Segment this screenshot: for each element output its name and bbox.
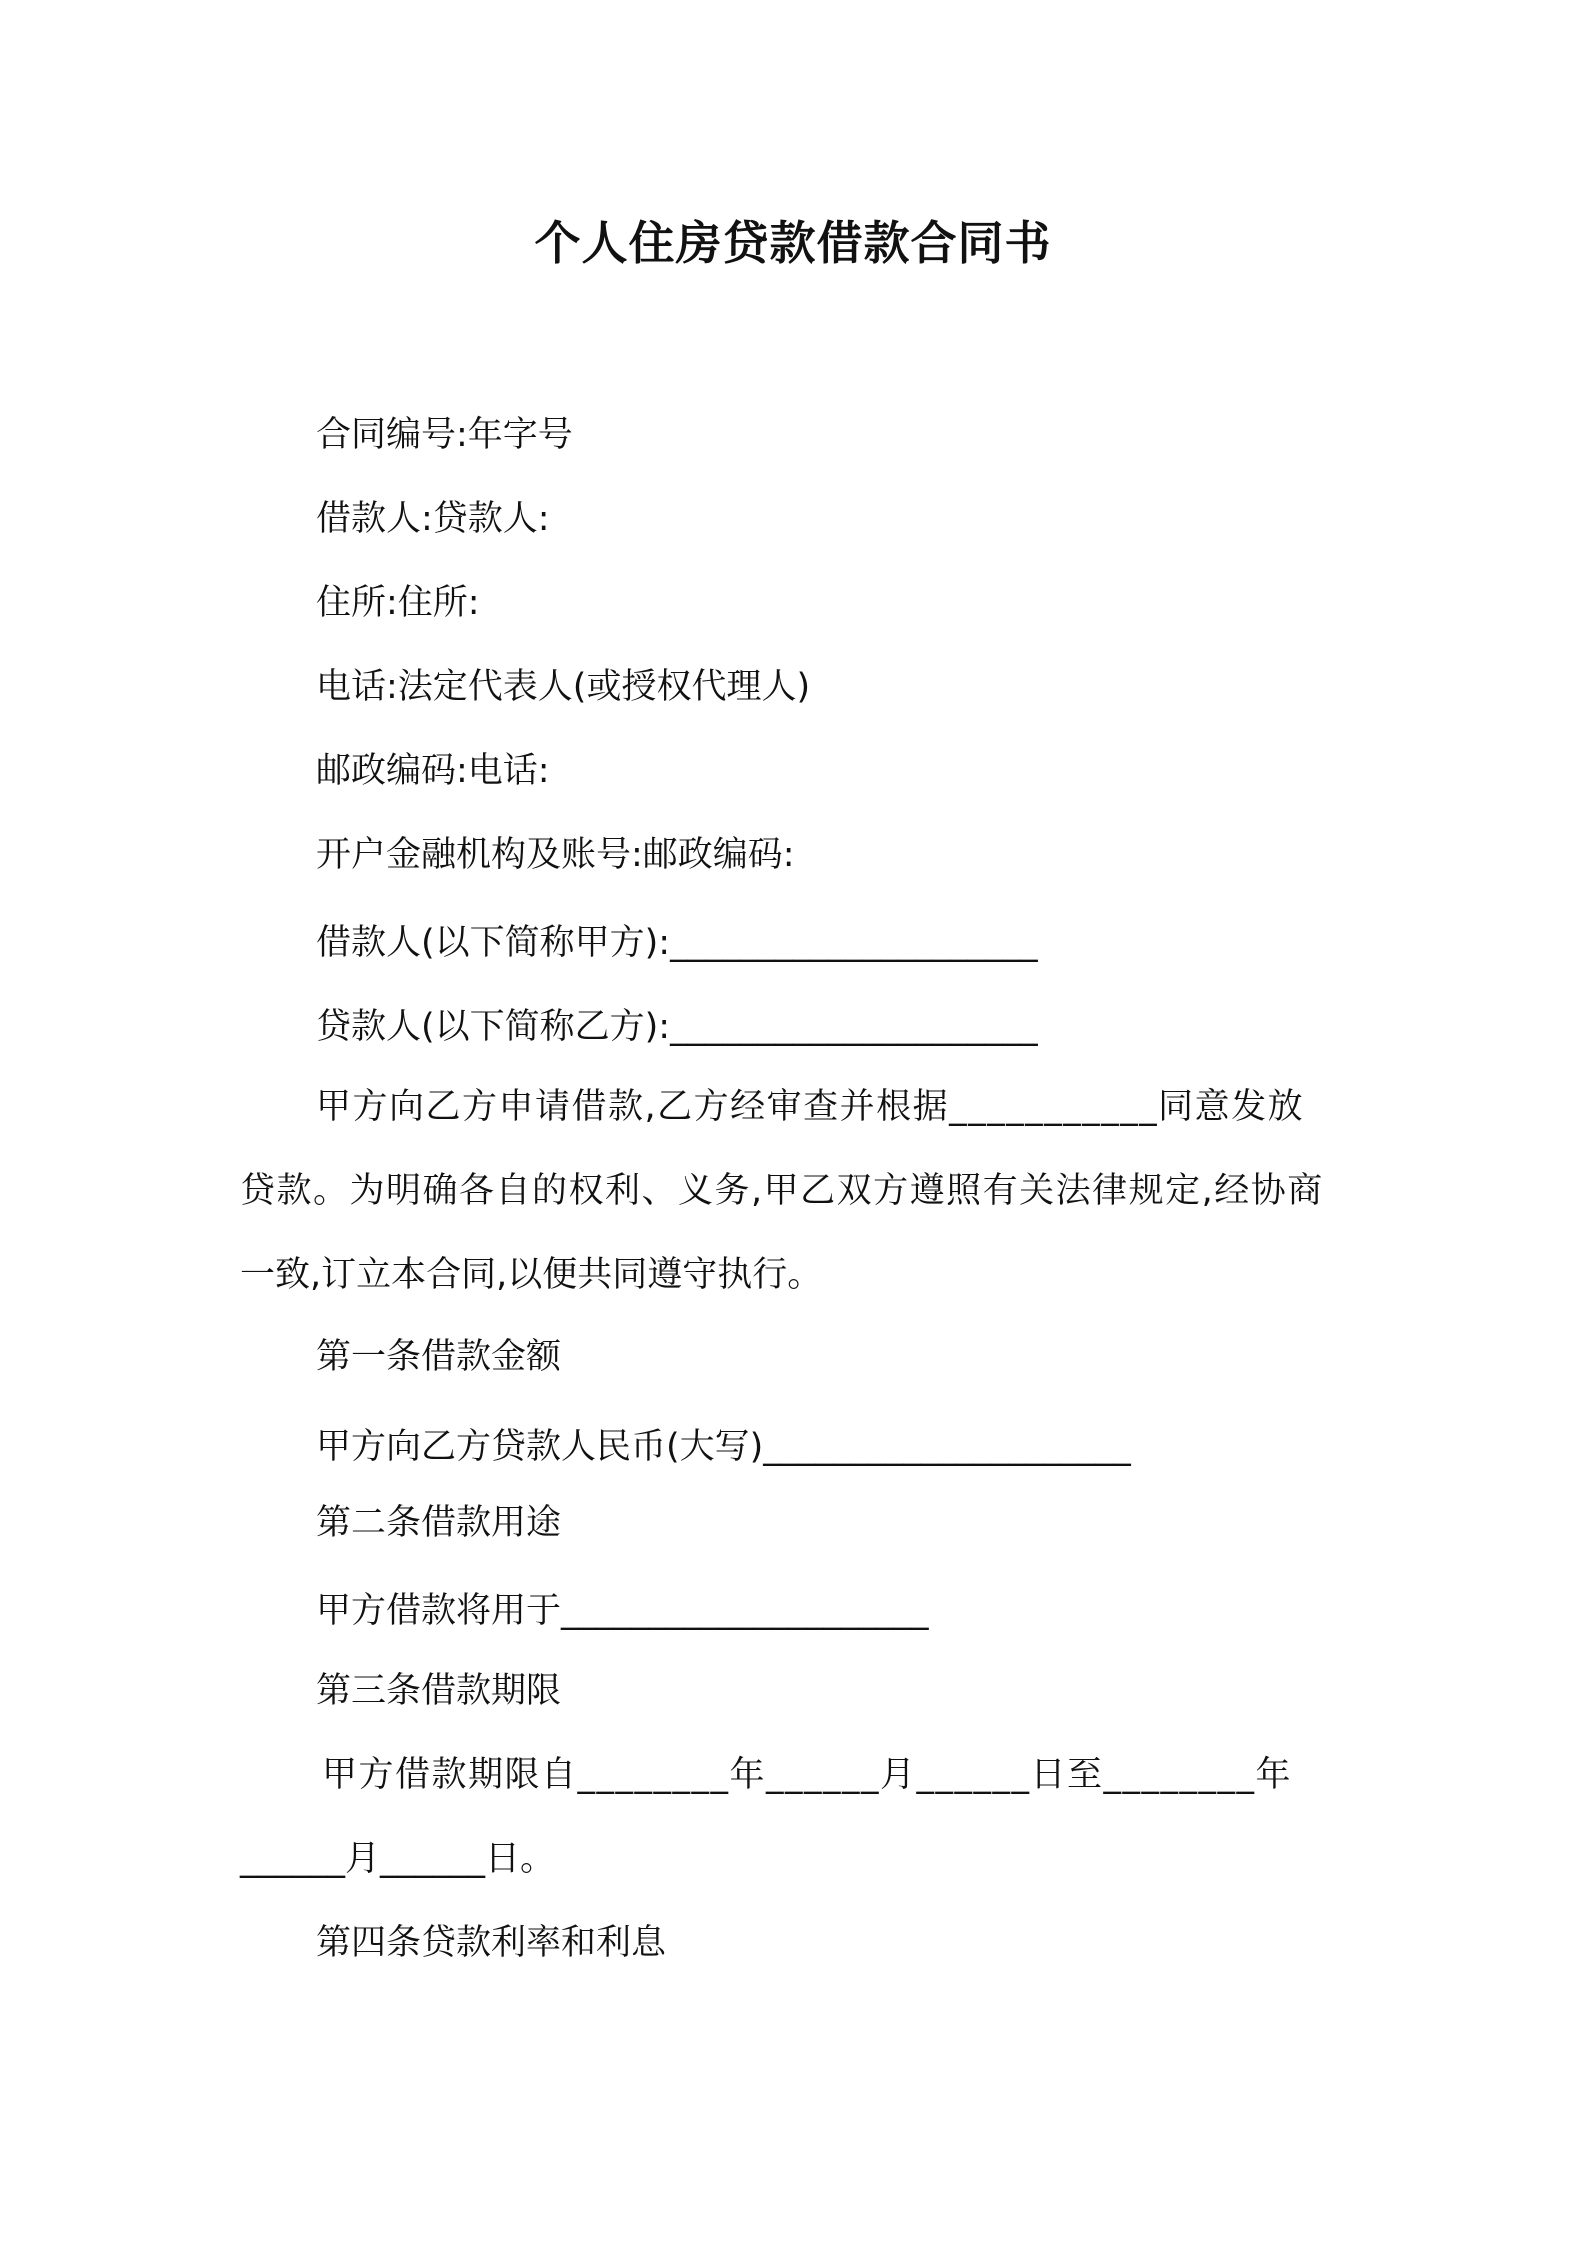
address-line: 住所:住所: <box>316 583 480 623</box>
article-2-body: 甲方借款将用于_____________________ <box>316 1591 929 1631</box>
article-2-heading: 第二条借款用途 <box>316 1503 562 1543</box>
party-b-line: 贷款人(以下简称乙方):_____________________ <box>316 1007 1038 1047</box>
article-3-heading: 第三条借款期限 <box>316 1671 562 1711</box>
article-3-body-line-1: 甲方借款期限自________年______月______日至________年 <box>322 1755 1293 1795</box>
preamble-line-2: 贷款。为明确各自的权利、义务,甲乙双方遵照有关法律规定,经协商 <box>240 1171 1324 1211</box>
party-a-line: 借款人(以下简称甲方):_____________________ <box>316 923 1038 963</box>
bank-account-line: 开户金融机构及账号:邮政编码: <box>316 835 795 875</box>
preamble-line-1: 甲方向乙方申请借款,乙方经审查并根据___________同意发放 <box>316 1087 1305 1127</box>
document-title: 个人住房贷款借款合同书 <box>534 216 1052 270</box>
borrower-lender-line: 借款人:贷款人: <box>316 499 550 539</box>
article-3-body-line-2: ______月______日。 <box>240 1839 556 1879</box>
article-1-body: 甲方向乙方贷款人民币(大写)_____________________ <box>316 1427 1131 1467</box>
phone-representative-line: 电话:法定代表人(或授权代理人) <box>316 667 811 707</box>
article-4-heading: 第四条贷款利率和利息 <box>316 1923 667 1963</box>
contract-number-line: 合同编号:年字号 <box>316 415 573 455</box>
postal-code-line: 邮政编码:电话: <box>316 751 550 791</box>
preamble-line-3: 一致,订立本合同,以便共同遵守执行。 <box>240 1255 823 1295</box>
article-1-heading: 第一条借款金额 <box>316 1337 562 1377</box>
